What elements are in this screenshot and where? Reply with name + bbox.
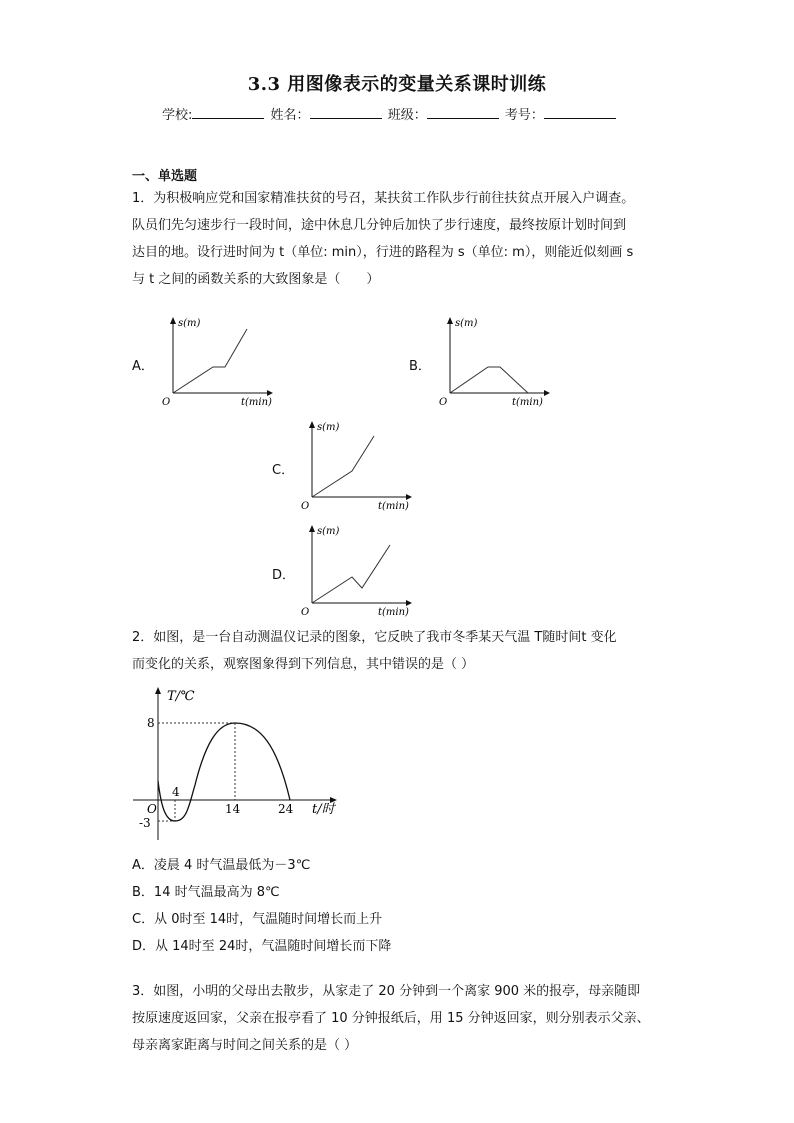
x-axis-label: t(min) (378, 501, 409, 512)
q1-option-d-label[interactable]: D． (272, 568, 296, 583)
y-axis-label: s(m) (317, 422, 340, 433)
origin-label: O (162, 397, 171, 408)
question-2 (132, 624, 617, 678)
q2-option-a[interactable]: A．凌晨 4 时气温最低为－3℃ (132, 858, 311, 873)
q1-graph-d (294, 520, 419, 620)
q2-temperature-graph (125, 685, 365, 845)
y-axis-label: T/℃ (167, 689, 195, 704)
q1-option-a-label[interactable]: A． (132, 359, 154, 374)
name-blank[interactable] (310, 106, 382, 119)
y-axis-label: s(m) (455, 318, 478, 329)
q2-option-b[interactable]: B．14 时气温最高为 8℃ (132, 885, 280, 900)
q2-line: 2．如图，是一台自动测温仪记录的图象，它反映了我市冬季某天气温 T随时间t 变化 (132, 630, 617, 645)
origin-label: O (301, 501, 310, 512)
question-3 (132, 978, 650, 1059)
q2-line: 而变化的关系，观察图象得到下列信息，其中错误的是（ ） (132, 657, 475, 672)
x-axis-label: t(min) (378, 607, 409, 618)
y-tick-8: 8 (147, 716, 155, 730)
q1-graph-c (294, 416, 419, 516)
y-axis-label: s(m) (178, 318, 201, 329)
class-blank[interactable] (427, 106, 499, 119)
x-tick-24: 24 (278, 802, 294, 816)
q1-line: 队员们先匀速步行一段时间，途中休息几分钟后加快了步行速度，最终按原计划时间到 (132, 218, 627, 233)
y-tick-minus-3: -3 (139, 816, 151, 830)
exam-no-label: 考号： (504, 108, 544, 123)
exam-no-blank[interactable] (544, 106, 616, 119)
origin-label: O (147, 802, 157, 816)
school-blank[interactable] (192, 106, 264, 119)
q2-options (132, 852, 391, 960)
page-title: 3.3 用图像表示的变量关系课时训练 (247, 74, 547, 95)
q3-line: 按原速度返回家，父亲在报亭看了 10 分钟报纸后，用 15 分钟返回家，则分别表示父亲、 (132, 1011, 650, 1026)
q3-line: 3．如图，小明的父母出去散步，从家走了 20 分钟到一个离家 900 米的报亭，母亲随即 (132, 984, 641, 999)
origin-label: O (439, 397, 448, 408)
name-label: 姓名： (270, 108, 310, 123)
q1-line: 达目的地。设行进时间为 t（单位: min），行进的路程为 s（单位: m），则能近似刻画 s (132, 245, 634, 260)
x-axis-label: t/时 (312, 802, 335, 817)
q3-line: 母亲离家距离与时间之间关系的是（ ） (132, 1038, 358, 1053)
q1-option-c-label[interactable]: C． (272, 463, 295, 478)
section-title: 一、单选题 (132, 169, 198, 184)
question-1 (132, 185, 634, 293)
y-axis-label: s(m) (317, 526, 340, 537)
q1-option-b-label[interactable]: B． (409, 359, 431, 374)
q1-graph-b (432, 312, 557, 412)
q1-graph-a (155, 312, 280, 412)
student-info-line (162, 104, 618, 123)
x-tick-4: 4 (172, 785, 180, 799)
origin-label: O (301, 607, 310, 618)
x-axis-label: t(min) (512, 397, 543, 408)
q2-option-d[interactable]: D．从 14时至 24时，气温随时间增长而下降 (132, 939, 392, 954)
school-label: 学校: (162, 108, 193, 123)
q2-option-c[interactable]: C．从 0时至 14时，气温随时间增长而上升 (132, 912, 383, 927)
x-tick-14: 14 (225, 802, 241, 816)
class-label: 班级： (387, 108, 427, 123)
q1-line: 与 t 之间的函数关系的大致图象是（ ） (132, 272, 380, 287)
q1-line: 1．为积极响应党和国家精准扶贫的号召，某扶贫工作队步行前往扶贫点开展入户调查。 (132, 191, 635, 206)
temperature-curve (158, 723, 290, 821)
x-axis-label: t(min) (241, 397, 272, 408)
